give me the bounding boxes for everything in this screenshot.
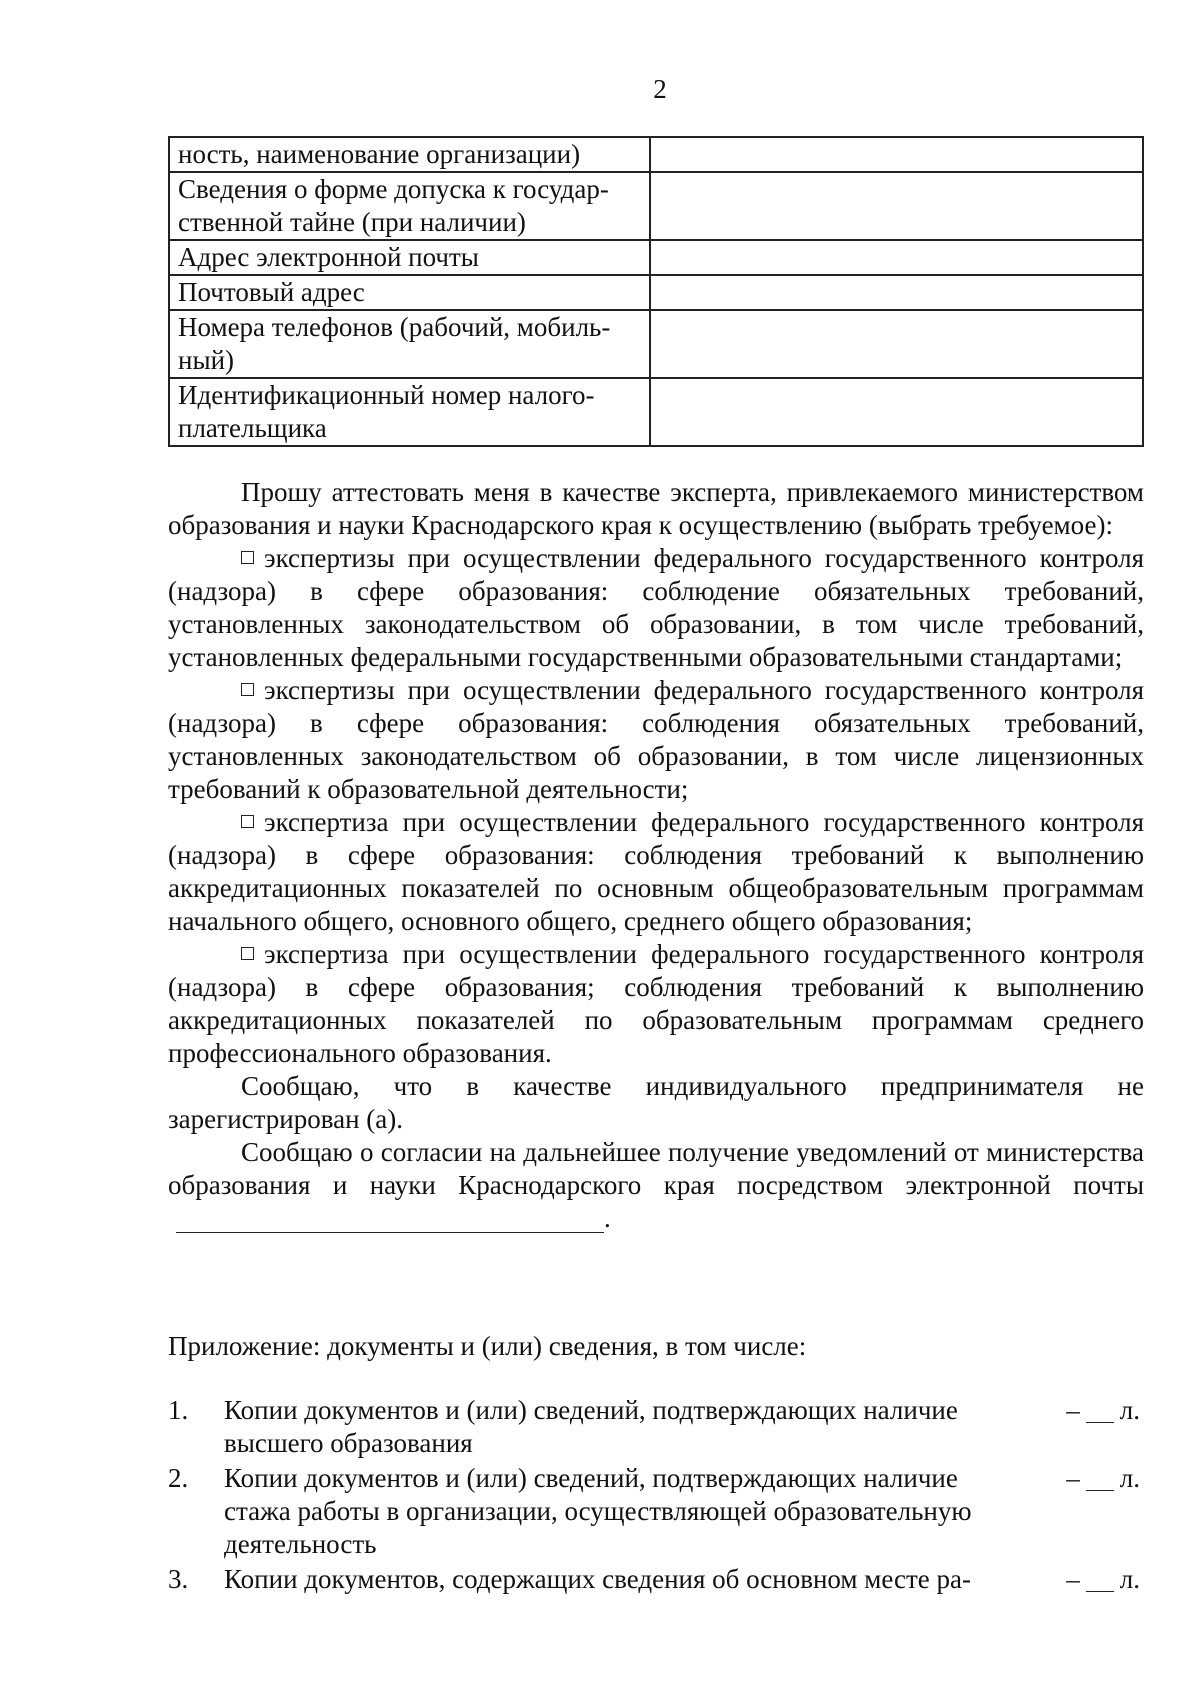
page-count-blank[interactable] xyxy=(1086,1468,1114,1491)
page-count: – л. xyxy=(1066,1395,1140,1425)
page-count-blank[interactable] xyxy=(1086,1400,1114,1423)
option-paragraph xyxy=(168,542,1144,674)
checkbox-option-2[interactable] xyxy=(241,683,254,696)
table-label-cell: Сведения о форме допуска к государ- ственной тайне (при наличии) xyxy=(169,172,650,240)
table-row xyxy=(169,137,1143,172)
list-item-text: Копии документов, содержащих сведения об основном месте ра- xyxy=(224,1564,971,1594)
page-count: – л. xyxy=(1066,1564,1140,1594)
page-number: 2 xyxy=(653,74,667,104)
table-value-cell[interactable] xyxy=(650,172,1143,240)
option-paragraph xyxy=(168,674,1144,806)
option-text: экспертизы при осуществлении федерального государственного контроля (надзора) в сфере образования: соблюдения обязательных требований, установленных законодательством об образовании, в том числе лицензионных требований к образовательной деятельности; xyxy=(168,675,1144,804)
table-value-cell[interactable] xyxy=(650,378,1143,446)
consent-paragraph xyxy=(168,1136,1144,1235)
attachments-heading: Приложение: документы и (или) сведения, в том числе: xyxy=(168,1331,807,1361)
list-item xyxy=(168,1462,1144,1561)
list-item-number: 1. xyxy=(168,1395,189,1425)
consent-text: Сообщаю о согласии на дальнейшее получение уведомлений от министерства образования и науки Краснодарского края посредством электронной почты xyxy=(168,1137,1144,1200)
table-label-cell: Идентификационный номер налого- плательщика xyxy=(169,378,650,446)
option-paragraph xyxy=(168,806,1144,938)
table-label-cell: Номера телефонов (рабочий, мобиль- ный) xyxy=(169,310,650,378)
list-item-number: 2. xyxy=(168,1463,189,1493)
list-item xyxy=(168,1563,1144,1596)
table-row xyxy=(169,275,1143,310)
consent-end: . xyxy=(604,1203,611,1233)
checkbox-option-3[interactable] xyxy=(241,815,254,828)
not-registered-paragraph: Сообщаю, что в качестве индивидуального предпринимателя не зарегистрирован (а). xyxy=(168,1071,1144,1134)
option-paragraph xyxy=(168,938,1144,1070)
table-row xyxy=(169,172,1143,240)
option-text: экспертизы при осуществлении федерального государственного контроля (надзора) в сфере образования: соблюдение обязательных требований, установленных законодательством об образовании, в том числе требований, установленных федеральными государственными образовательными стандартами; xyxy=(168,543,1144,672)
list-item-text: Копии документов и (или) сведений, подтверждающих наличие стажа работы в организации, осуществляющей образовательную деятельность xyxy=(224,1463,972,1559)
checkbox-option-1[interactable] xyxy=(241,551,254,564)
attachments-list xyxy=(168,1394,1144,1598)
page-count-blank[interactable] xyxy=(1086,1569,1114,1592)
table-row xyxy=(169,378,1143,446)
email-blank-line[interactable] xyxy=(176,1208,604,1233)
table-value-cell[interactable] xyxy=(650,310,1143,378)
option-text: экспертиза при осуществлении федерального государственного контроля (надзора) в сфере образования; соблюдения требований к выполнению аккредитационных показателей по образовательным программам среднего профессионального образования. xyxy=(168,939,1144,1068)
table-label-cell: Почтовый адрес xyxy=(169,275,650,310)
table-label-cell: Адрес электронной почты xyxy=(169,240,650,275)
table-value-cell[interactable] xyxy=(650,240,1143,275)
list-item-number: 3. xyxy=(168,1564,189,1594)
checkbox-option-4[interactable] xyxy=(241,947,254,960)
table-row xyxy=(169,240,1143,275)
table-value-cell[interactable] xyxy=(650,275,1143,310)
applicant-info-table xyxy=(168,136,1144,447)
application-body xyxy=(168,476,1144,1235)
list-item xyxy=(168,1394,1144,1460)
list-item-text: Копии документов и (или) сведений, подтверждающих наличие высшего образования xyxy=(224,1395,958,1458)
table-value-cell[interactable] xyxy=(650,137,1143,172)
table-row xyxy=(169,310,1143,378)
intro-paragraph: Прошу аттестовать меня в качестве эксперта, привлекаемого министерством образования и науки Краснодарского края к осуществлению (выбрать требуемое): xyxy=(168,477,1144,540)
table-label-cell: ность, наименование организации) xyxy=(169,137,650,172)
page-count: – л. xyxy=(1066,1463,1140,1493)
option-text: экспертиза при осуществлении федерального государственного контроля (надзора) в сфере образования: соблюдения требований к выполнению аккредитационных показателей по основным общеобразовательным программам начального общего, основного общего, среднего общего образования; xyxy=(168,807,1144,936)
